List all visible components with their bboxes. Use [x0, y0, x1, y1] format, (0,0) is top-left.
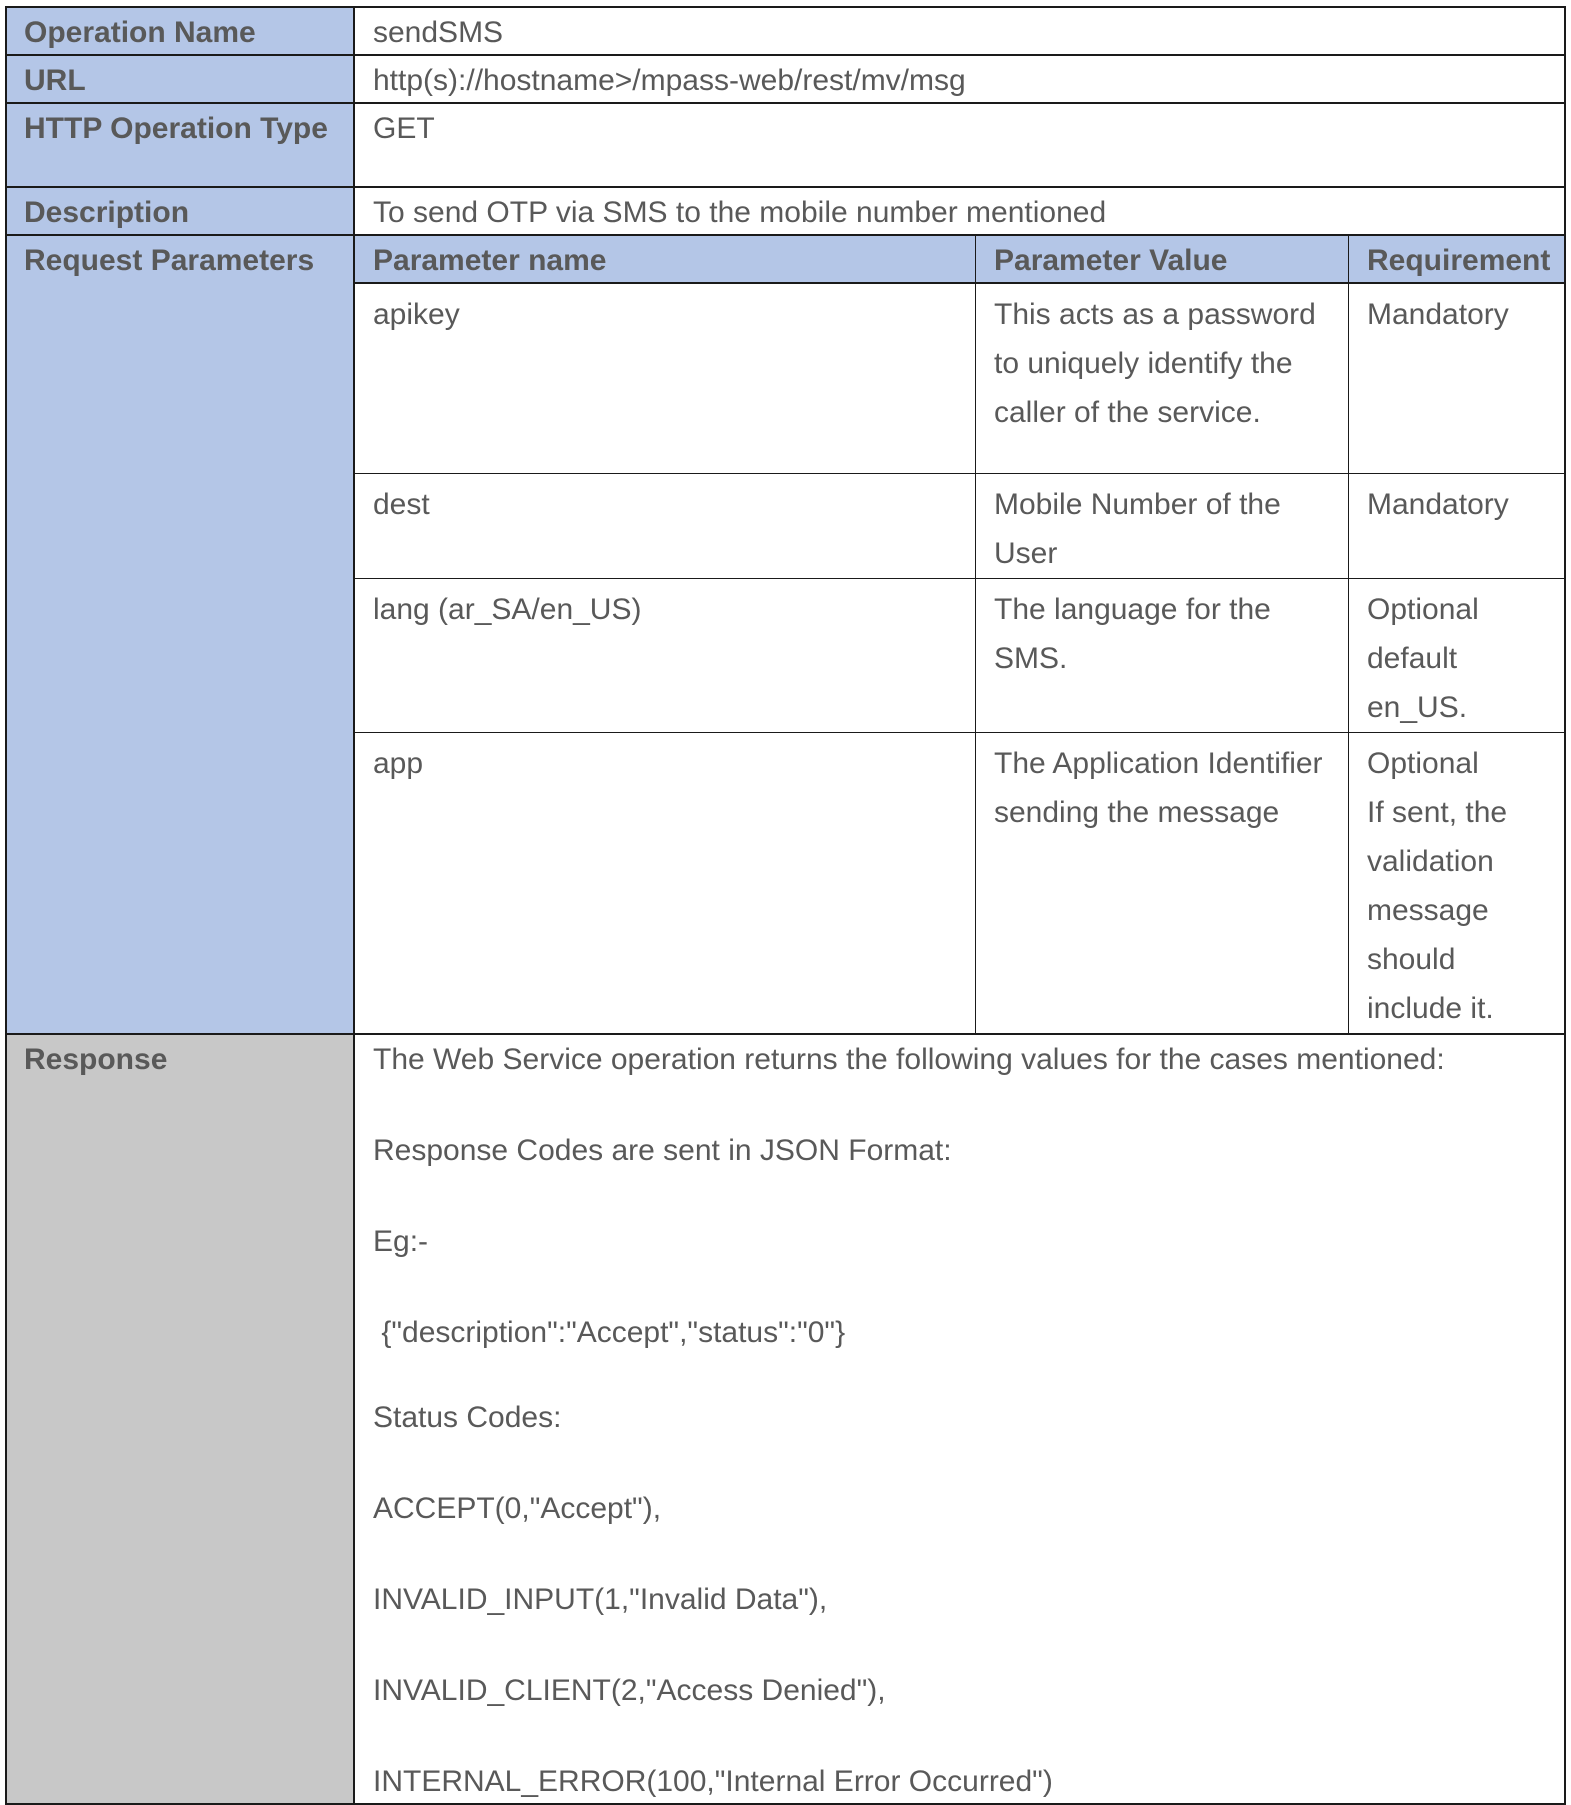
- param-value: The language for the SMS.: [976, 578, 1349, 732]
- table-row: [355, 283, 1564, 473]
- header-parameter-value: Parameter Value: [976, 236, 1349, 283]
- request-parameters-cell: [354, 235, 1565, 1034]
- param-name: dest: [355, 473, 976, 578]
- request-parameters-row: [6, 235, 1565, 1034]
- parameters-table: [355, 236, 1564, 1033]
- response-content: [354, 1034, 1565, 1804]
- description-value: To send OTP via SMS to the mobile number mentioned: [354, 187, 1565, 235]
- operation-name-value: sendSMS: [354, 7, 1565, 55]
- description-label: Description: [6, 187, 354, 235]
- response-row: [6, 1034, 1565, 1804]
- param-value: The Application Identifier sending the message: [976, 732, 1349, 1033]
- api-spec-table: [5, 6, 1566, 1805]
- status-codes-label: Status Codes:: [373, 1400, 562, 1434]
- param-requirement: Mandatory: [1349, 473, 1565, 578]
- response-format-text: Response Codes are sent in JSON Format:: [373, 1133, 952, 1167]
- table-row: [355, 732, 1564, 1033]
- table-row: [355, 473, 1564, 578]
- response-label: Response: [6, 1034, 354, 1804]
- param-name: apikey: [355, 283, 976, 473]
- description-row: [6, 187, 1565, 235]
- param-requirement: Optional If sent, the validation message should include it.: [1349, 732, 1565, 1033]
- response-intro-text: The Web Service operation returns the following values for the cases mentioned:: [373, 1042, 1445, 1076]
- param-name: lang (ar_SA/en_US): [355, 578, 976, 732]
- parameters-header-row: [355, 236, 1564, 283]
- http-operation-type-row: [6, 103, 1565, 187]
- request-parameters-label: Request Parameters: [6, 235, 354, 1034]
- http-operation-type-label: HTTP Operation Type: [6, 103, 354, 187]
- status-code-invalid-input: INVALID_INPUT(1,"Invalid Data"),: [373, 1582, 828, 1616]
- status-code-accept: ACCEPT(0,"Accept"),: [373, 1491, 662, 1525]
- table-row: [355, 578, 1564, 732]
- operation-name-row: [6, 7, 1565, 55]
- url-row: [6, 55, 1565, 103]
- status-code-invalid-client: INVALID_CLIENT(2,"Access Denied"),: [373, 1673, 886, 1707]
- header-parameter-name: Parameter name: [355, 236, 976, 283]
- param-requirement: Optional default en_US.: [1349, 578, 1565, 732]
- url-label: URL: [6, 55, 354, 103]
- http-operation-type-value: GET: [354, 103, 1565, 187]
- param-value: This acts as a password to uniquely identify the caller of the service.: [976, 283, 1349, 473]
- response-example-label: Eg:-: [373, 1224, 429, 1258]
- operation-name-label: Operation Name: [6, 7, 354, 55]
- param-value: Mobile Number of the User: [976, 473, 1349, 578]
- response-example-json: {"description":"Accept","status":"0"}: [373, 1315, 846, 1349]
- status-code-internal-error: INTERNAL_ERROR(100,"Internal Error Occurred"): [373, 1764, 1053, 1798]
- param-name: app: [355, 732, 976, 1033]
- url-value: http(s)://hostname>/mpass-web/rest/mv/msg: [354, 55, 1565, 103]
- param-requirement: Mandatory: [1349, 283, 1565, 473]
- header-requirement: Requirement: [1349, 236, 1565, 283]
